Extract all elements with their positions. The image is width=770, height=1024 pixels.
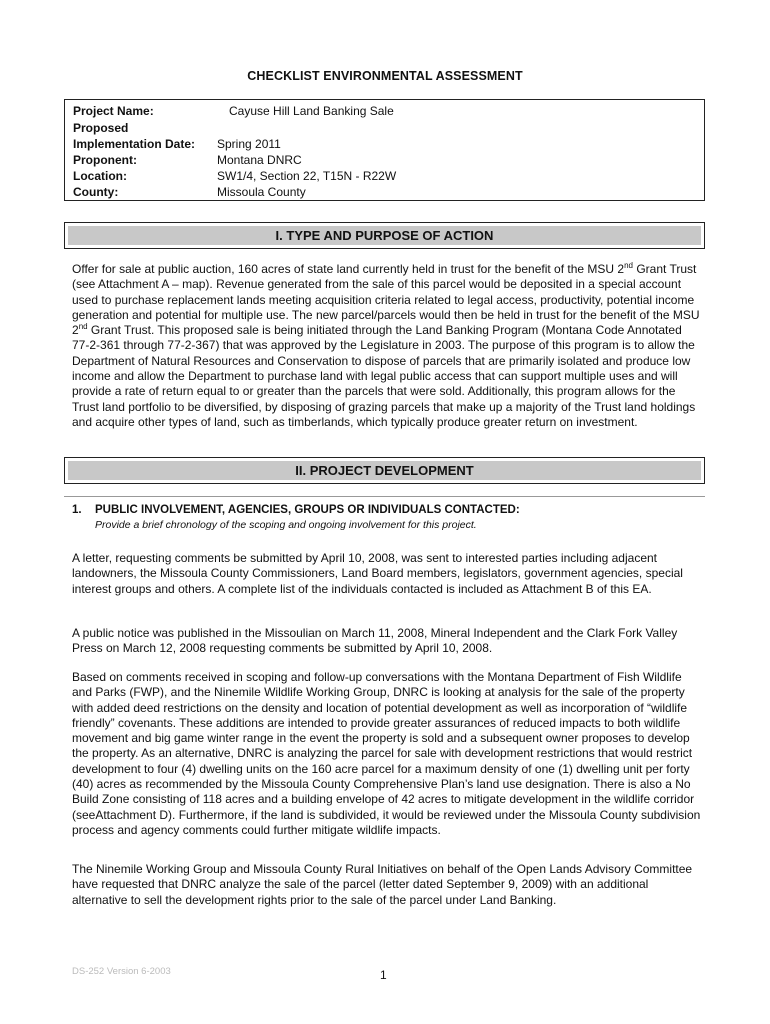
project-info-box: [64, 99, 705, 201]
section-heading-project-development: [64, 457, 705, 484]
section-heading-text: I. TYPE AND PURPOSE OF ACTION: [275, 228, 494, 243]
section-heading-text: II. PROJECT DEVELOPMENT: [295, 463, 474, 478]
footer-version: DS-252 Version 6-2003: [72, 966, 171, 977]
section-heading-type-purpose: [64, 222, 705, 249]
page-number: 1: [380, 968, 387, 982]
text-run: Grant Trust (see Attachment A – map). Revenue generated from the sale of this parcel would be deposited in a special account used to purchase replacement lands meeting acquisition criteria related to legal access, productivity, potential income generation and potential for multiple use. The new parcel/parcels would then be held in trust for the benefit of the MSU 2: [72, 262, 700, 338]
superscript: nd: [78, 322, 88, 332]
text-run: Grant Trust. This proposed sale is being initiated through the Land Banking Program (Montana Code Annotated 77-2-361 through 77-2-367) that was approved by the Legislature in 2003. The purpose of this program is to allow the Department of Natural Resources and Conservation to dispose of parcels that are primarily isolated and produce low income and allow the Department to purchase land with legal public access that can support multiple uses and will provide a rate of return equal to or greater than the parcels that were sold. Additionally, this program allows for the Trust land portfolio to be diversified, by disposing of grazing parcels that make up a majority of the Trust land holdings and acquire other types of land, such as timberlands, which typically produce greater return on investment.: [72, 323, 696, 429]
info-label: Project Name:: [73, 104, 154, 118]
info-label: Location:: [73, 169, 127, 183]
item-number: 1.: [72, 504, 82, 516]
purpose-paragraph: [72, 262, 702, 430]
text-run: Offer for sale at public auction, 160 acres of state land currently held in trust for the benefit of the MSU 2: [72, 262, 625, 276]
info-label: Proposed: [73, 121, 129, 135]
info-label: Proponent:: [73, 153, 137, 167]
superscript: nd: [624, 261, 633, 270]
divider: [64, 496, 705, 497]
info-value: Spring 2011: [217, 137, 281, 151]
item-subtitle: Provide a brief chronology of the scoping and ongoing involvement for this project.: [95, 519, 477, 531]
info-value: Montana DNRC: [217, 153, 302, 167]
page-title: CHECKLIST ENVIRONMENTAL ASSESSMENT: [247, 69, 523, 83]
involvement-paragraph-3: Based on comments received in scoping and follow-up conversations with the Montana Department of Fish Wildlife and Parks (FWP), and the Ninemile Wildlife Working Group, DNRC is looking at analysis for the sale of the property with added deed restrictions on the density and location of potential development as well as incorporation of “wildlife friendly” covenants. These additions are intended to provide greater assurances of reduced impacts to both wildlife movement and big game winter range in the event the property is sold and a subsequent owner proposes to develop the property. As an alternative, DNRC is analyzing the parcel for sale with development restrictions that would restrict development to four (4) dwelling units on the 160 acre parcel for a maximum density of one (1) dwelling unit per forty (40) acres as recommended by the Missoula County Comprehensive Plan’s land use designation. There is also a No Build Zone consisting of 118 acres and a building envelope of 42 acres to mitigate development in the wildlife corridor (seeAttachment D). Furthermore, if the land is subdivided, it would be reviewed under the Missoula County subdivision process and agency comments could further mitigate wildlife impacts.: [72, 670, 701, 837]
involvement-paragraph-2: A public notice was published in the Missoulian on March 11, 2008, Mineral Independent and the Clark Fork Valley Press on March 12, 2008 requesting comments be submitted by April 10, 2008.: [72, 626, 678, 656]
involvement-paragraph-1: A letter, requesting comments be submitted by April 10, 2008, was sent to interested parties including adjacent landowners, the Missoula County Commissioners, Land Board members, legislators, government agencies, special interest groups and others. A complete list of the individuals contacted is included as Attachment B of this EA.: [72, 551, 683, 596]
info-value: SW1/4, Section 22, T15N - R22W: [217, 169, 397, 183]
info-label: Implementation Date:: [73, 137, 196, 151]
info-value: Cayuse Hill Land Banking Sale: [229, 104, 394, 118]
item-title: PUBLIC INVOLVEMENT, AGENCIES, GROUPS OR INDIVIDUALS CONTACTED:: [95, 504, 520, 516]
info-label: County:: [73, 185, 119, 199]
info-value: Missoula County: [217, 185, 306, 199]
involvement-paragraph-4: The Ninemile Working Group and Missoula County Rural Initiatives on behalf of the Open Lands Advisory Committee have requested that DNRC analyze the sale of the parcel (letter dated September 9, 2009) with an additional alternative to sell the development rights prior to the sale of the parcel under Land Banking.: [72, 862, 693, 907]
